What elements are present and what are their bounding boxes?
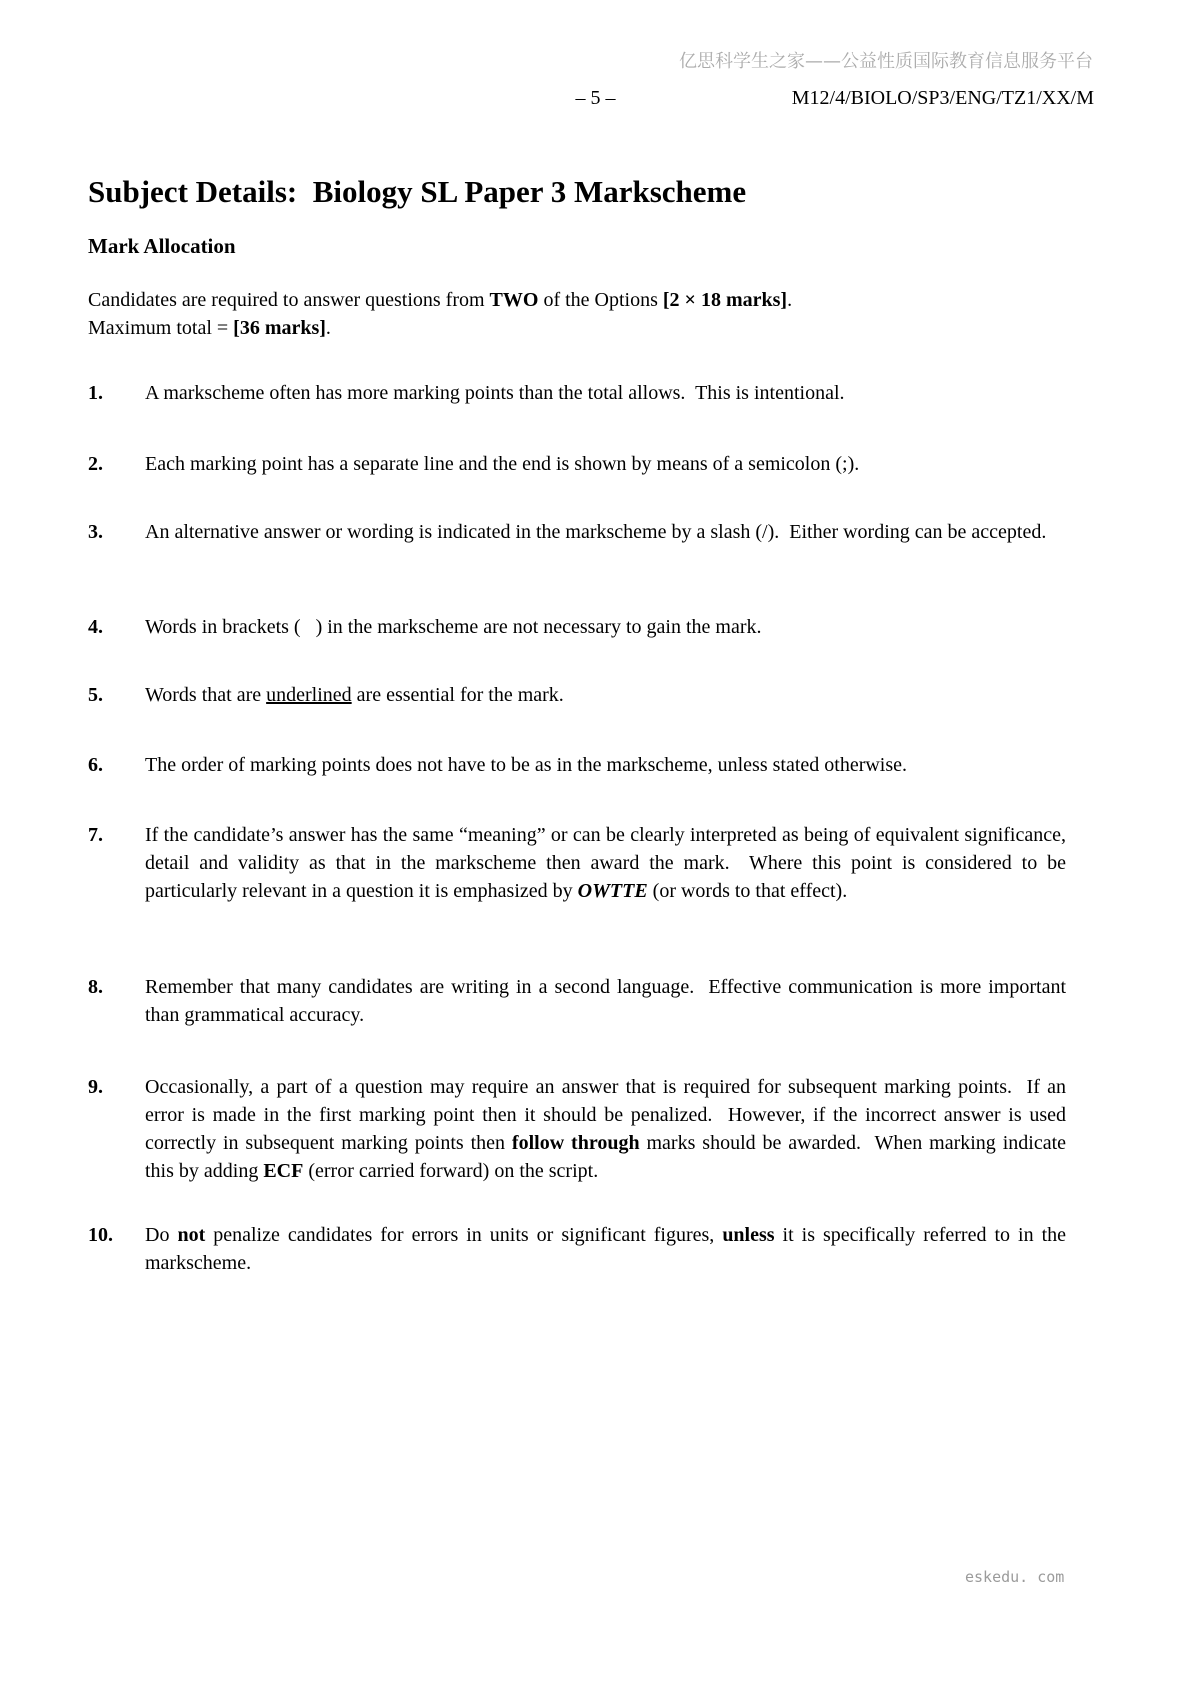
text-run: of the Options xyxy=(538,289,663,311)
text-run: If the candidate’s answer has the same “meaning” or can be clearly interpreted as being of equivalent significance, detail and validity as that in the markscheme then award the mark. Where this point is considered to be particularly relevant in a question it is emphasized by xyxy=(145,824,1071,902)
section-heading: Mark Allocation xyxy=(88,234,236,258)
item-text xyxy=(145,1073,1072,1185)
text-run: Occasionally, a part of a question may require an answer that is required for subsequent marking points. If an error is made in the first marking point then it should be penalized. However, if the incorrect answer is used correctly in subsequent marking points then xyxy=(145,1076,1071,1154)
item-number: 6. xyxy=(88,754,103,776)
text-run: underlined xyxy=(266,684,352,706)
item-number: 9. xyxy=(88,1076,103,1098)
item-text xyxy=(145,751,1066,779)
list-item xyxy=(88,1221,1072,1277)
item-number: 8. xyxy=(88,976,103,998)
text-run: follow through xyxy=(511,1132,640,1154)
item-number: 10. xyxy=(88,1224,113,1246)
list-item xyxy=(88,613,1066,641)
item-text xyxy=(145,450,1066,478)
text-run: marks should be awarded. When marking indicate this by adding xyxy=(145,1132,1072,1182)
text-run: [36 marks] xyxy=(233,317,326,339)
text-run: Remember that many candidates are writing in a second language. Effective communication is more important than grammatical accuracy. xyxy=(145,976,1071,1026)
page-title: Subject Details: Biology SL Paper 3 Markscheme xyxy=(88,174,747,209)
text-run: it is specifically referred to in the markscheme. xyxy=(145,1224,1072,1274)
text-run: OWTTE xyxy=(577,880,648,902)
item-number: 3. xyxy=(88,521,103,543)
list-item xyxy=(88,681,1066,709)
text-run: The order of marking points does not have to be as in the markscheme, unless stated otherwise. xyxy=(145,754,908,776)
item-number: 4. xyxy=(88,616,103,638)
list-item xyxy=(88,518,1066,546)
text-run: (or words to that effect). xyxy=(647,880,848,902)
list-item xyxy=(88,450,1066,478)
text-run: penalize candidates for errors in units or significant figures, xyxy=(205,1224,723,1246)
list-item xyxy=(88,973,1071,1029)
text-run: TWO xyxy=(489,289,539,311)
list-item xyxy=(88,821,1071,905)
text-run: Each marking point has a separate line and the end is shown by means of a semicolon (;). xyxy=(145,453,860,475)
intro-line xyxy=(88,314,1066,342)
list-item xyxy=(88,751,1066,779)
page-header-row xyxy=(0,86,1191,112)
text-run: A markscheme often has more marking points than the total allows. This is intentional. xyxy=(145,382,845,404)
paper-code: M12/4/BIOLO/SP3/ENG/TZ1/XX/M xyxy=(791,87,1094,109)
text-run: . xyxy=(787,289,793,311)
text-run: unless xyxy=(722,1224,775,1246)
text-run: are essential for the mark. xyxy=(351,684,564,706)
text-run: Candidates are required to answer questions from xyxy=(88,289,490,311)
item-text xyxy=(145,613,1066,641)
item-text xyxy=(145,379,1066,407)
text-run: not xyxy=(177,1224,206,1246)
item-number: 1. xyxy=(88,382,103,404)
chinese-watermark-header: 亿思科学生之家——公益性质国际教育信息服务平台 xyxy=(679,51,1093,72)
item-number: 2. xyxy=(88,453,103,475)
text-run: [2 × 18 marks] xyxy=(662,289,788,311)
text-run: . xyxy=(325,317,331,339)
page-number: – 5 – xyxy=(575,87,616,109)
footer-watermark: eskedu. com xyxy=(965,1568,1065,1586)
text-run: (error carried forward) on the script. xyxy=(303,1160,599,1182)
intro-paragraph xyxy=(88,286,1066,342)
item-number: 7. xyxy=(88,824,103,846)
text-run: ECF xyxy=(263,1160,304,1182)
text-run: Maximum total = xyxy=(88,317,234,339)
item-text xyxy=(145,681,1066,709)
text-run: Do xyxy=(145,1224,178,1246)
item-number: 5. xyxy=(88,684,103,706)
text-run: Words in brackets ( ) in the markscheme are not necessary to gain the mark. xyxy=(145,616,762,638)
text-run: An alternative answer or wording is indicated in the markscheme by a slash (/). Either wording can be accepted. xyxy=(145,521,1047,543)
item-text xyxy=(145,1221,1072,1277)
list-item xyxy=(88,379,1066,407)
item-text xyxy=(145,973,1071,1029)
item-text xyxy=(145,821,1071,905)
list-item xyxy=(88,1073,1072,1185)
intro-line xyxy=(88,286,1066,314)
item-text xyxy=(145,518,1066,546)
text-run: Words that are xyxy=(145,684,267,706)
